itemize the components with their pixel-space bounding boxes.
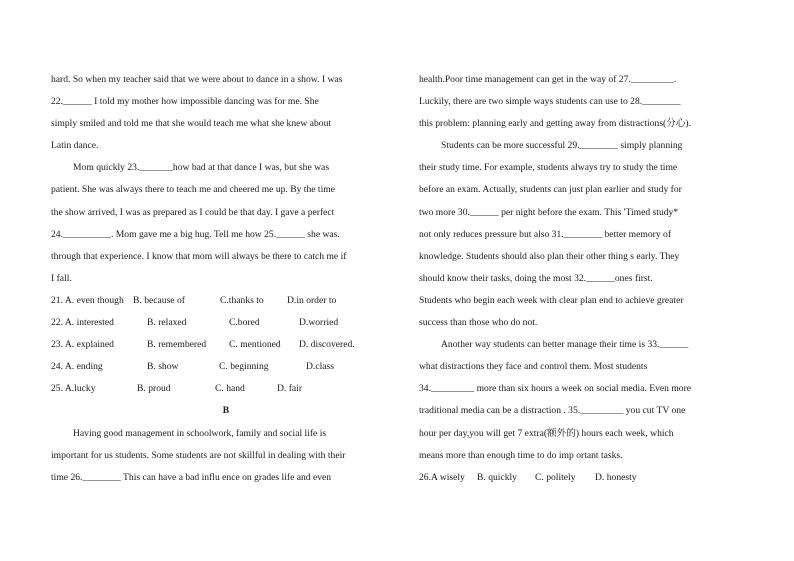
- text-line: hard. So when my teacher said that we were about to dance in a show. I was: [51, 74, 343, 85]
- option: B. quickly: [477, 471, 517, 483]
- option: C. mentioned: [229, 339, 281, 351]
- text-line: Mom quickly 23._______how bad at that dance I was, but she was: [73, 162, 330, 174]
- option: D. fair: [277, 383, 303, 395]
- option: B. proud: [137, 383, 171, 395]
- text-line: 34._________ more than six hours a week on social media. Even more: [419, 383, 692, 395]
- option: 23. A. explained: [51, 339, 114, 351]
- option: C. hand: [215, 383, 245, 395]
- option: 24. A. ending: [51, 361, 103, 373]
- text-line: health.Poor time management can get in the way of 27._________.: [419, 74, 677, 85]
- text-line: 24.__________. Mom gave me a big hug. Tell me how 25.______ she was.: [51, 228, 340, 240]
- option: B. show: [147, 361, 179, 373]
- text-line: two more 30.______ per night before the exam. This 'Timed study*: [419, 206, 679, 218]
- option: B. relaxed: [147, 317, 187, 329]
- text-line: means more than enough time to do imp ortant tasks.: [419, 449, 623, 461]
- text-line: Luckily, there are two simple ways students can use to 28.________: [419, 96, 681, 108]
- option: 26.A wisely: [419, 471, 465, 483]
- option: B. remembered: [147, 339, 207, 351]
- right-column: [419, 69, 743, 489]
- option: C. beginning: [219, 361, 269, 373]
- text-line: Students who begin each week with clear plan end to achieve greater: [419, 294, 684, 306]
- text-line: simply smiled and told me that she would teach me what she knew about: [51, 118, 332, 130]
- text-line: knowledge. Students should also plan their other thing s early. They: [419, 250, 680, 262]
- option: D.in order to: [287, 294, 337, 306]
- option: 21. A. even though: [51, 294, 124, 306]
- text-line: before an exam. Actually, students can just plan earlier and study for: [419, 184, 682, 196]
- option: C.bored: [229, 317, 260, 329]
- left-column: [51, 69, 401, 489]
- text-line: their study time. For example, students always try to study the time: [419, 162, 678, 174]
- option: D.class: [306, 361, 334, 373]
- text-line: Students can be more successful 29.________ simply planning: [441, 140, 683, 152]
- option: D. honesty: [595, 471, 637, 483]
- text-line: through that experience. I know that mom will always be there to catch me if: [51, 250, 347, 262]
- option: D. discovered.: [299, 339, 355, 351]
- text-line: patient. She was always there to teach me and cheered me up. By the time: [51, 184, 335, 196]
- text-line: what distractions they face and control them. Most students: [419, 361, 648, 373]
- text-line: important for us students. Some students are not skillful in dealing with their: [51, 449, 346, 461]
- text-line: Having good management in schoolwork, family and social life is: [73, 427, 327, 439]
- text-line: not only reduces pressure but also 31.________ better memory of: [419, 228, 672, 240]
- text-line: Latin dance.: [51, 140, 99, 152]
- option-row: [51, 356, 401, 378]
- text-line: time 26.________ This can have a bad influ ence on grades life and even: [51, 471, 332, 483]
- text-line: Another way students can better manage their time is 33.______: [441, 339, 689, 351]
- option-row: [51, 312, 401, 334]
- option-row: [51, 334, 401, 356]
- text-line: success than those who do not.: [419, 317, 538, 329]
- option: D.worried: [299, 317, 339, 329]
- text-line: this problem: planning early and getting away from distractions(分心).: [419, 118, 692, 130]
- option: C.thanks to: [220, 294, 264, 306]
- option: B. because of: [133, 294, 185, 306]
- option-row: [419, 467, 743, 489]
- option: 25. A.lucky: [51, 383, 96, 395]
- option: C. politely: [535, 471, 576, 483]
- text-line: should know their tasks, doing the most 32.______ones first.: [419, 272, 653, 284]
- text-line: hour per day,you will get 7 extra(额外的) hours each week, which: [419, 427, 674, 439]
- text-line: I fall.: [51, 272, 72, 284]
- option: 22. A. interested: [51, 317, 114, 329]
- text-line: 22.______ I told my mother how impossible dancing was for me. She: [51, 96, 319, 108]
- option-row: [51, 290, 401, 312]
- text-line: traditional media can be a distraction . 35._________ you cut TV one: [419, 405, 686, 417]
- option-row: [51, 378, 401, 400]
- text-line: the show arrived, I was as prepared as I could be that day. I gave a perfect: [51, 206, 335, 218]
- section-heading: B: [222, 405, 230, 417]
